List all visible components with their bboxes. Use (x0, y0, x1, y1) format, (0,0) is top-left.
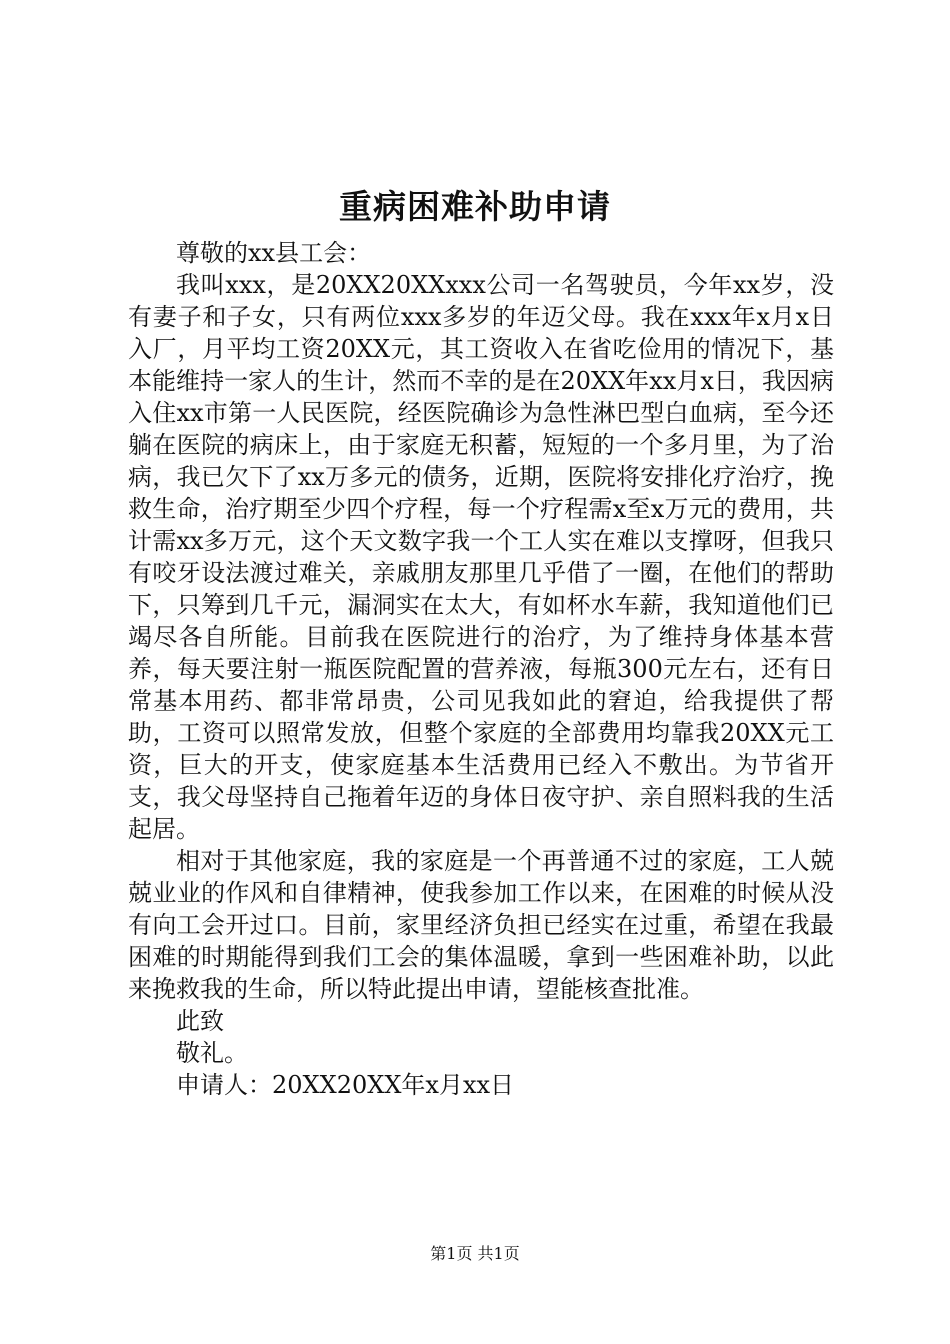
body-paragraph-1: 我叫xxx，是20XX20XXxxx公司一名驾驶员，今年xx岁，没有妻子和子女，只有两位xxx多岁的年迈父母。我在xxx年x月x日入厂，月平均工资20XX元，其工资收入在省吃俭用的情况下，基本能维持一家人的生计，然而不幸的是在20XX年xx月x日，我因病入住xx市第一人民医院，经医院确诊为急性淋巴型白血病，至今还躺在医院的病床上，由于家庭无积蓄，短短的一个多月里，为了治病，我已欠下了xx万多元的债务，近期，医院将安排化疗治疗，挽救生命，治疗期至少四个疗程，每一个疗程需x至x万元的费用，共计需xx多万元，这个天文数字我一个工人实在难以支撑呀，但我只有咬牙设法渡过难关，亲戚朋友那里几乎借了一圈，在他们的帮助下，只筹到几千元，漏洞实在太大，有如杯水车薪，我知道他们已竭尽各自所能。目前我在医院进行的治疗，为了维持身体基本营养，每天要注射一瓶医院配置的营养液，每瓶300元左右，还有日常基本用药、都非常昂贵，公司见我如此的窘迫，给我提供了帮助，工资可以照常发放，但整个家庭的全部费用均靠我20XX元工资，巨大的开支，使家庭基本生活费用已经入不敷出。为节省开支，我父母坚持自己拖着年迈的身体日夜守护、亲自照料我的生活起居。 (128, 271, 834, 843)
document-title: 重病困难补助申请 (339, 187, 611, 226)
salutation: 尊敬的xx县工会： (176, 239, 372, 267)
signature-line: 申请人：20XX20XX年x月xx日 (176, 1071, 515, 1099)
closing-line-1: 此致 (176, 1007, 224, 1035)
page-footer: 第1页 共1页 (430, 1244, 520, 1263)
document-body (128, 237, 834, 1101)
closing-line-2: 敬礼。 (176, 1039, 248, 1067)
body-paragraph-2: 相对于其他家庭，我的家庭是一个再普通不过的家庭，工人兢兢业业的作风和自律精神，使我参加工作以来，在困难的时候从没有向工会开过口。目前，家里经济负担已经实在过重，希望在我最困难的时期能得到我们工会的集体温暖，拿到一些困难补助，以此来挽救我的生命，所以特此提出申请，望能核查批准。 (128, 847, 834, 1003)
